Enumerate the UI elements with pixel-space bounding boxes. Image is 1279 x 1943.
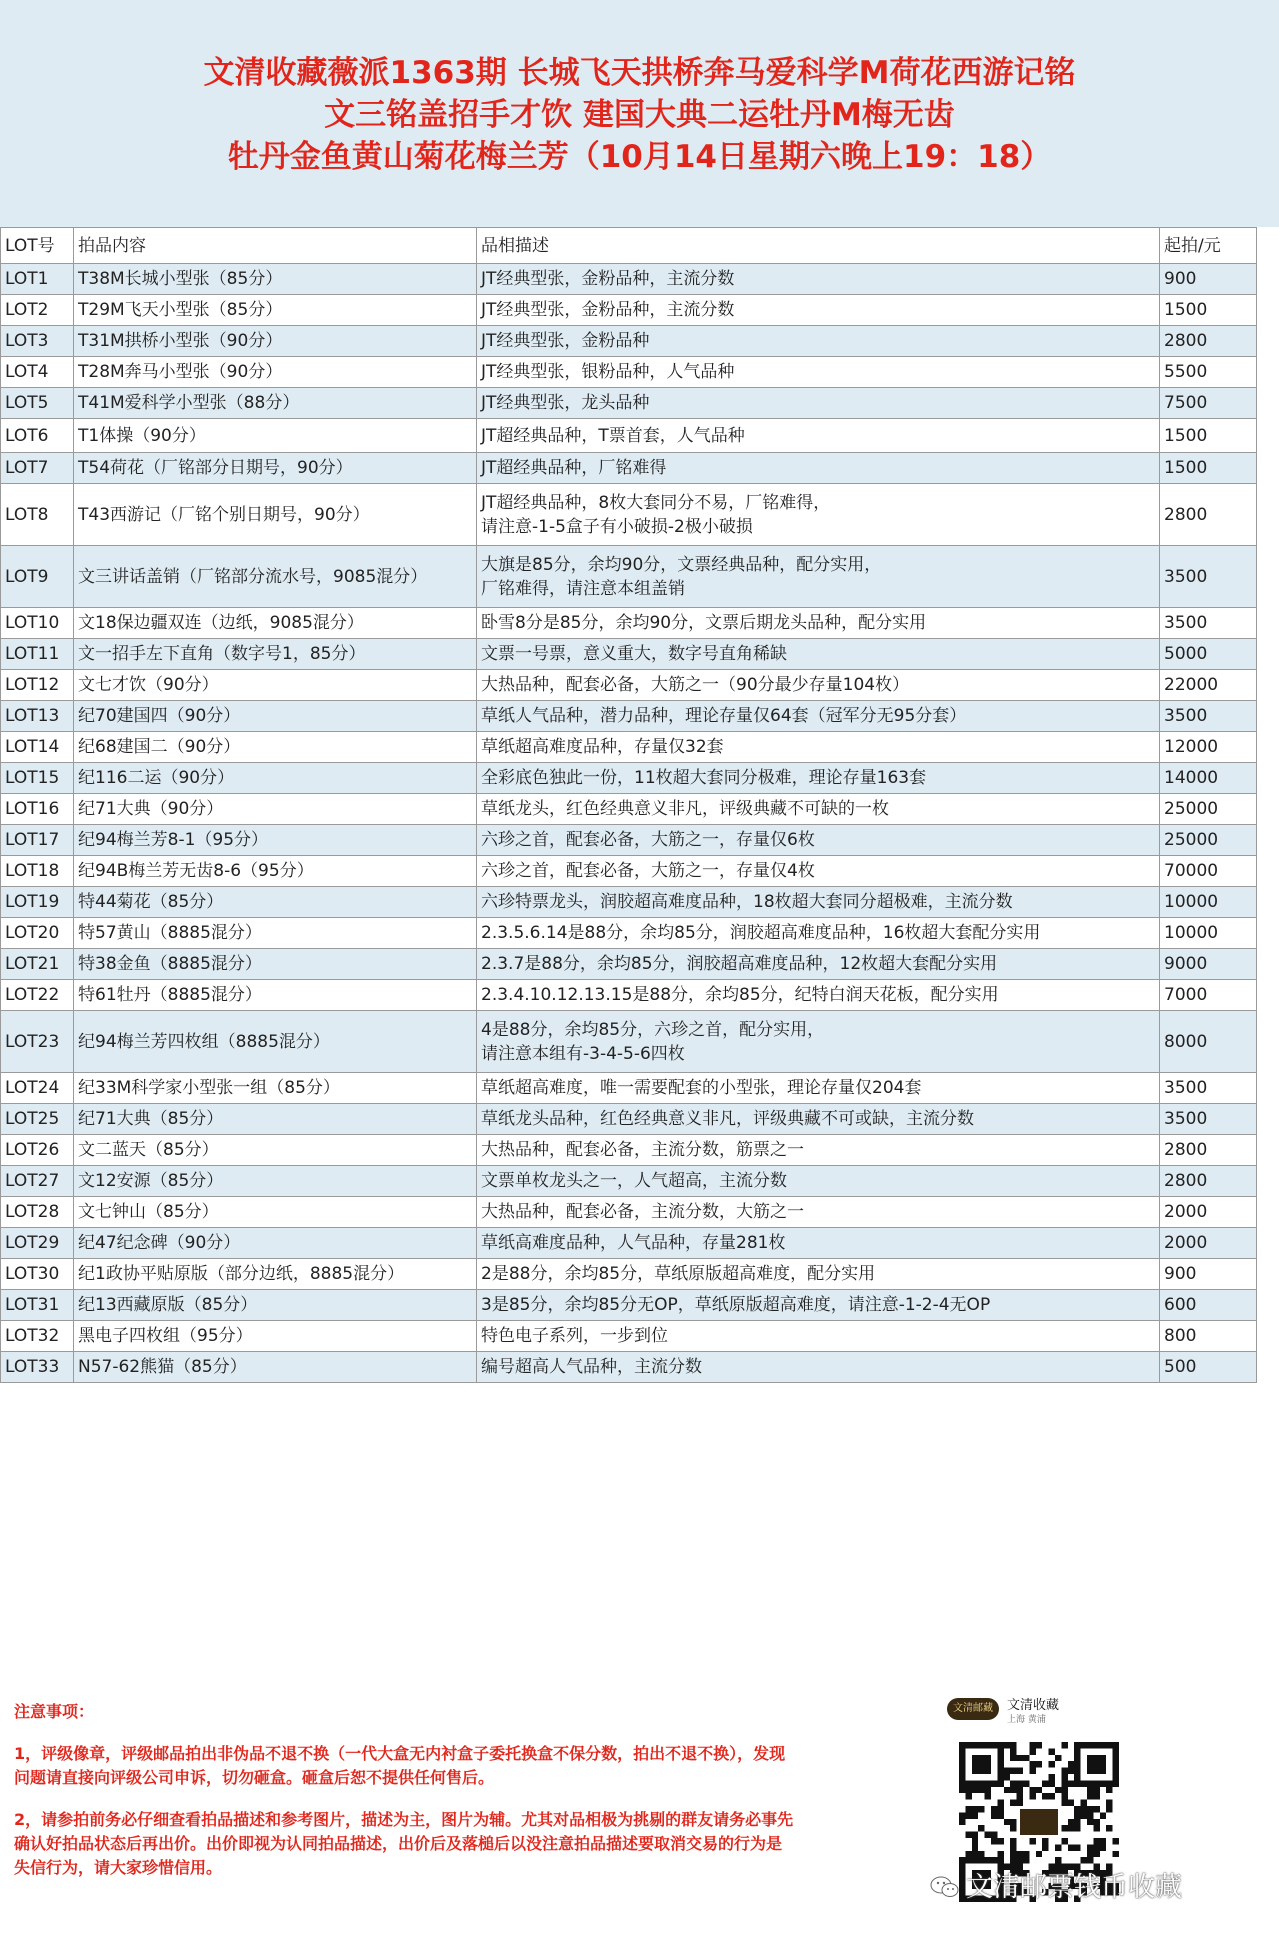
cell-price: 3500 [1160, 608, 1257, 639]
cell-lot: LOT10 [1, 608, 74, 639]
item-text: 文二蓝天（85分） [78, 1140, 219, 1160]
desc-text: 文票一号票，意义重大，数字号直角稀缺 [481, 644, 787, 664]
table-row [1, 856, 1257, 887]
item-text: 特61牡丹（8885混分） [78, 985, 262, 1005]
cell-item [74, 856, 477, 887]
table-row [1, 887, 1257, 918]
cell-desc [477, 1104, 1160, 1135]
cell-desc [477, 453, 1160, 484]
desc-text: 六珍之首，配套必备，大筋之一，存量仅6枚 [481, 830, 815, 850]
item-text: 纪47纪念碑（90分） [78, 1233, 241, 1253]
cell-price: 600 [1160, 1290, 1257, 1321]
item-text: T41M爱科学小型张（88分） [78, 393, 300, 413]
cell-desc [477, 1197, 1160, 1228]
item-text: T1体操（90分） [78, 425, 206, 446]
cell-lot: LOT15 [1, 763, 74, 794]
cell-price: 2800 [1160, 1166, 1257, 1197]
cell-lot: LOT22 [1, 980, 74, 1011]
cell-price: 7000 [1160, 980, 1257, 1011]
cell-lot: LOT32 [1, 1321, 74, 1352]
cell-price: 5500 [1160, 357, 1257, 388]
cell-desc [477, 546, 1160, 608]
cell-desc [477, 1321, 1160, 1352]
cell-item [74, 701, 477, 732]
table-row [1, 546, 1257, 608]
desc-text: 文票单枚龙头之一，人气超高，主流分数 [481, 1171, 787, 1191]
item-text: 纪94B梅兰芳无齿8-6（95分） [78, 861, 314, 881]
cell-price: 25000 [1160, 825, 1257, 856]
cell-desc [477, 608, 1160, 639]
cell-item [74, 732, 477, 763]
cell-desc [477, 856, 1160, 887]
cell-lot: LOT26 [1, 1135, 74, 1166]
cell-desc [477, 1135, 1160, 1166]
desc-text: 3是85分，余均85分无OP，草纸原版超高难度，请注意-1-2-4无OP [481, 1295, 991, 1315]
table-row [1, 918, 1257, 949]
cell-item [74, 763, 477, 794]
title-line-2: 文三铭盖招手才饮 建国大典二运牡丹M梅无齿 [324, 97, 955, 133]
desc-text: 卧雪8分是85分，余均90分，文票后期龙头品种，配分实用 [481, 613, 927, 633]
cell-price: 5000 [1160, 639, 1257, 670]
cell-desc [477, 887, 1160, 918]
cell-price: 10000 [1160, 887, 1257, 918]
item-text: 文三讲话盖销 [78, 566, 180, 587]
desc-text: 大旗是85分，余均90分，文票经典品种，配分实用， [481, 554, 882, 575]
desc-text: 2.3.7是88分，余均85分，润胶超高难度品种，12枚超大套配分实用 [481, 954, 998, 974]
item-text: 文七才饮（90分） [78, 675, 219, 695]
cell-lot: LOT16 [1, 794, 74, 825]
brand-logo: 文清邮藏 [947, 1698, 999, 1720]
item-text: N57-62熊猫（85分） [78, 1357, 247, 1377]
desc-text: JT经典型张，银粉品种，人气品种 [481, 362, 735, 382]
cell-price: 2800 [1160, 1135, 1257, 1166]
cell-price: 14000 [1160, 763, 1257, 794]
item-text: 纪13西藏原版（85分） [78, 1295, 258, 1315]
cell-price: 8000 [1160, 1011, 1257, 1073]
cell-item [74, 670, 477, 701]
table-row [1, 1290, 1257, 1321]
item-text: 文一招手左下直角（数字号1，85分） [78, 644, 366, 664]
cell-item [74, 1228, 477, 1259]
item-text: 纪68建国二（90分） [78, 737, 241, 757]
cell-price: 70000 [1160, 856, 1257, 887]
item-text: 纪71大典（90分） [78, 799, 224, 819]
cell-item [74, 1135, 477, 1166]
cell-desc [477, 1011, 1160, 1073]
table-row [1, 1073, 1257, 1104]
cell-lot: LOT33 [1, 1352, 74, 1383]
cell-lot: LOT23 [1, 1011, 74, 1073]
cell-lot: LOT6 [1, 419, 74, 453]
cell-desc [477, 980, 1160, 1011]
cell-desc [477, 1352, 1160, 1383]
table-row [1, 608, 1257, 639]
cell-lot: LOT29 [1, 1228, 74, 1259]
table-row [1, 453, 1257, 484]
cell-desc [477, 732, 1160, 763]
item-text: 纪94梅兰芳四枚组（8885混分） [78, 1031, 330, 1052]
cell-lot: LOT27 [1, 1166, 74, 1197]
desc-text: 特色电子系列，一步到位 [481, 1326, 668, 1346]
cell-item [74, 1011, 477, 1073]
cell-desc [477, 1228, 1160, 1259]
wechat-icon [930, 1875, 960, 1899]
cell-item [74, 918, 477, 949]
cell-item [74, 264, 477, 295]
item-text: 纪33M科学家小型张一组（85分） [78, 1078, 340, 1098]
item-text: 特57黄山（8885混分） [78, 923, 262, 943]
cell-lot: LOT9 [1, 546, 74, 608]
item-text: 特44菊花（85分） [78, 892, 224, 912]
cell-desc [477, 670, 1160, 701]
cell-lot: LOT31 [1, 1290, 74, 1321]
cell-price: 2800 [1160, 326, 1257, 357]
desc-text: 草纸超高难度品种，存量仅32套 [481, 737, 724, 757]
cell-item [74, 825, 477, 856]
cell-desc [477, 1290, 1160, 1321]
cell-lot: LOT5 [1, 388, 74, 419]
table-row [1, 794, 1257, 825]
desc-text: JT经典型张，龙头品种 [481, 393, 650, 413]
cell-item [74, 1290, 477, 1321]
desc-text: 草纸高难度品种，人气品种，存量281枚 [481, 1233, 786, 1253]
brand-sub: 上海 黄浦 [1007, 1715, 1046, 1725]
item-text: 纪1政协平贴原版（部分边纸，8885混分） [78, 1264, 405, 1284]
cell-item [74, 1104, 477, 1135]
cell-item [74, 980, 477, 1011]
cell-price: 25000 [1160, 794, 1257, 825]
table-row [1, 825, 1257, 856]
item-text: T31M拱桥小型张（90分） [78, 331, 283, 351]
cell-desc [477, 388, 1160, 419]
table-row [1, 1011, 1257, 1073]
table-row [1, 980, 1257, 1011]
wechat-watermark [930, 1868, 1250, 1908]
table-row [1, 1259, 1257, 1290]
item-text: 纪116二运（90分） [78, 768, 235, 788]
cell-item [74, 1166, 477, 1197]
desc-text: 六珍之首，配套必备，大筋之一，存量仅4枚 [481, 861, 815, 881]
table-row [1, 1104, 1257, 1135]
cell-item [74, 453, 477, 484]
cell-item [74, 295, 477, 326]
cell-price: 2800 [1160, 484, 1257, 546]
cell-item [74, 484, 477, 546]
cell-item [74, 388, 477, 419]
table-row [1, 763, 1257, 794]
cell-price: 2000 [1160, 1228, 1257, 1259]
cell-price: 900 [1160, 264, 1257, 295]
table-row [1, 484, 1257, 546]
table-row [1, 732, 1257, 763]
wechat-account-name: 文清邮票钱币收藏 [966, 1872, 1182, 1903]
desc-text-line2: 厂铭难得，请注意本组盖销 [481, 578, 685, 599]
cell-price: 2000 [1160, 1197, 1257, 1228]
header-item: 拍品内容 [74, 228, 477, 264]
table-row [1, 419, 1257, 453]
cell-item [74, 1352, 477, 1383]
item-text: T43西游记（厂铭个别日期号，90分） [78, 504, 370, 525]
table-row [1, 670, 1257, 701]
brand-name: 文清收藏 [1007, 1698, 1060, 1713]
cell-price: 9000 [1160, 949, 1257, 980]
desc-text: JT超经典品种，T票首套，人气品种 [481, 425, 745, 446]
desc-text: 六珍特票龙头，润胶超高难度品种，18枚超大套同分超极难，主流分数 [481, 892, 1013, 912]
desc-text: JT经典型张，金粉品种 [481, 331, 650, 351]
cell-lot: LOT1 [1, 264, 74, 295]
item-text: T28M奔马小型张（90分） [78, 362, 283, 382]
desc-text: 大热品种，配套必备，大筋之一（90分最少存量104枚） [481, 675, 910, 695]
cell-item [74, 1259, 477, 1290]
desc-text: 大热品种，配套必备，主流分数，大筋之一 [481, 1202, 804, 1222]
cell-lot: LOT28 [1, 1197, 74, 1228]
item-text: 黑电子四枚组（95分） [78, 1326, 253, 1346]
note-2: 2，请参拍前务必仔细查看拍品描述和参考图片，描述为主，图片为辅。尤其对品相极为挑剔的群友请务必事先确认好拍品状态后再出价。出价即视为认同拍品描述，出价后及落槌后以没注意拍品描述要取消交易的行为是失信行为，请大家珍惜信用。 [14, 1810, 794, 1877]
item-text-line2: （厂铭部分流水号，9085混分） [180, 566, 428, 587]
cell-lot: LOT4 [1, 357, 74, 388]
cell-desc [477, 326, 1160, 357]
table-row [1, 264, 1257, 295]
table-row [1, 1166, 1257, 1197]
item-text: T29M飞天小型张（85分） [78, 300, 283, 320]
table-row [1, 701, 1257, 732]
cell-price: 3500 [1160, 1104, 1257, 1135]
cell-price: 10000 [1160, 918, 1257, 949]
cell-desc [477, 825, 1160, 856]
cell-lot: LOT2 [1, 295, 74, 326]
desc-text-line2: 请注意本组有-3-4-5-6四枚 [481, 1043, 685, 1064]
cell-price: 7500 [1160, 388, 1257, 419]
cell-item [74, 326, 477, 357]
cell-desc [477, 264, 1160, 295]
desc-text: 大热品种，配套必备，主流分数，筋票之一 [481, 1140, 804, 1160]
cell-desc [477, 419, 1160, 453]
cell-price: 22000 [1160, 670, 1257, 701]
cell-lot: LOT20 [1, 918, 74, 949]
table-row [1, 1352, 1257, 1383]
cell-lot: LOT13 [1, 701, 74, 732]
cell-price: 500 [1160, 1352, 1257, 1383]
cell-price: 3500 [1160, 546, 1257, 608]
cell-item [74, 357, 477, 388]
cell-lot: LOT24 [1, 1073, 74, 1104]
desc-text: JT超经典品种，8枚大套同分不易，厂铭难得， [481, 492, 831, 513]
cell-item [74, 546, 477, 608]
lot-table [0, 227, 1257, 1383]
item-text: 纪70建国四（90分） [78, 706, 241, 726]
desc-text: 2是88分，余均85分，草纸原版超高难度，配分实用 [481, 1264, 876, 1284]
title-line-1: 文清收藏薇派1363期 长城飞天拱桥奔马爱科学M荷花西游记铭 [203, 55, 1076, 91]
cell-item [74, 794, 477, 825]
page-title [0, 52, 1279, 178]
cell-lot: LOT19 [1, 887, 74, 918]
table-row [1, 949, 1257, 980]
title-line-3: 牡丹金鱼黄山菊花梅兰芳（10月14日星期六晚上19：18） [227, 139, 1052, 175]
header-desc: 品相描述 [477, 228, 1160, 264]
cell-desc [477, 763, 1160, 794]
cell-lot: LOT3 [1, 326, 74, 357]
cell-item [74, 608, 477, 639]
cell-desc [477, 295, 1160, 326]
table-row [1, 388, 1257, 419]
desc-text: 草纸人气品种，潜力品种，理论存量仅64套（冠军分无95分套） [481, 706, 967, 726]
cell-desc [477, 1073, 1160, 1104]
cell-lot: LOT7 [1, 453, 74, 484]
cell-lot: LOT30 [1, 1259, 74, 1290]
cell-desc [477, 949, 1160, 980]
desc-text: 草纸超高难度，唯一需要配套的小型张，理论存量仅204套 [481, 1078, 922, 1098]
item-text: 文12安源（85分） [78, 1171, 224, 1191]
cell-item [74, 419, 477, 453]
item-text: T54荷花（厂铭部分日期号，90分） [78, 458, 353, 478]
desc-text-line2: 请注意-1-5盒子有小破损-2极小破损 [481, 516, 753, 537]
desc-text: 编号超高人气品种，主流分数 [481, 1357, 702, 1377]
cell-lot: LOT21 [1, 949, 74, 980]
cell-lot: LOT14 [1, 732, 74, 763]
desc-text: 2.3.5.6.14是88分，余均85分，润胶超高难度品种，16枚超大套配分实用 [481, 923, 1041, 943]
table-header-row [1, 228, 1257, 264]
item-text: T38M长城小型张（85分） [78, 269, 283, 289]
desc-text: 草纸龙头品种，红色经典意义非凡，评级典藏不可或缺，主流分数 [481, 1109, 974, 1129]
cell-price: 800 [1160, 1321, 1257, 1352]
table-row [1, 1228, 1257, 1259]
cell-price: 12000 [1160, 732, 1257, 763]
desc-text: JT经典型张，金粉品种，主流分数 [481, 300, 735, 320]
cell-desc [477, 794, 1160, 825]
cell-price: 1500 [1160, 295, 1257, 326]
table-row [1, 1197, 1257, 1228]
table-row [1, 1135, 1257, 1166]
desc-text: 4是88分，余均85分，六珍之首，配分实用， [481, 1019, 825, 1040]
header-lot: LOT号 [1, 228, 74, 264]
cell-item [74, 639, 477, 670]
desc-text: JT超经典品种，厂铭难得 [481, 458, 667, 478]
cell-desc [477, 484, 1160, 546]
header-price: 起拍/元 [1160, 228, 1257, 264]
desc-text: 草纸龙头，红色经典意义非凡，评级典藏不可缺的一枚 [481, 799, 889, 819]
cell-item [74, 887, 477, 918]
cell-price: 1500 [1160, 453, 1257, 484]
cell-lot: LOT18 [1, 856, 74, 887]
cell-item [74, 1073, 477, 1104]
cell-lot: LOT17 [1, 825, 74, 856]
cell-lot: LOT25 [1, 1104, 74, 1135]
cell-item [74, 1321, 477, 1352]
item-text: 纪71大典（85分） [78, 1109, 224, 1129]
cell-lot: LOT8 [1, 484, 74, 546]
note-1: 1，评级像章，评级邮品拍出非伪品不退不换（一代大盒无内衬盒子委托换盒不保分数，拍出不退不换），发现问题请直接向评级公司申诉，切勿砸盒。砸盒后恕不提供任何售后。 [14, 1744, 786, 1787]
cell-item [74, 1197, 477, 1228]
notes-section [14, 1700, 794, 1898]
cell-desc [477, 1166, 1160, 1197]
table-row [1, 326, 1257, 357]
cell-desc [477, 701, 1160, 732]
cell-lot: LOT12 [1, 670, 74, 701]
notes-title: 注意事项： [14, 1702, 95, 1721]
desc-text: 全彩底色独此一份，11枚超大套同分极难，理论存量163套 [481, 768, 927, 788]
item-text: 文18保边疆双连（边纸，9085混分） [78, 613, 364, 633]
item-text: 文七钟山（85分） [78, 1202, 219, 1222]
cell-desc [477, 357, 1160, 388]
table-row [1, 357, 1257, 388]
cell-lot: LOT11 [1, 639, 74, 670]
cell-price: 1500 [1160, 419, 1257, 453]
cell-desc [477, 639, 1160, 670]
desc-text: 2.3.4.10.12.13.15是88分，余均85分，纪特白润天花板，配分实用 [481, 985, 999, 1005]
table-row [1, 295, 1257, 326]
cell-price: 3500 [1160, 1073, 1257, 1104]
cell-desc [477, 918, 1160, 949]
item-text: 特38金鱼（8885混分） [78, 954, 262, 974]
cell-price: 900 [1160, 1259, 1257, 1290]
table-row [1, 1321, 1257, 1352]
cell-desc [477, 1259, 1160, 1290]
table-row [1, 639, 1257, 670]
cell-item [74, 949, 477, 980]
desc-text: JT经典型张，金粉品种，主流分数 [481, 269, 735, 289]
cell-price: 3500 [1160, 701, 1257, 732]
item-text: 纪94梅兰芳8-1（95分） [78, 830, 269, 850]
